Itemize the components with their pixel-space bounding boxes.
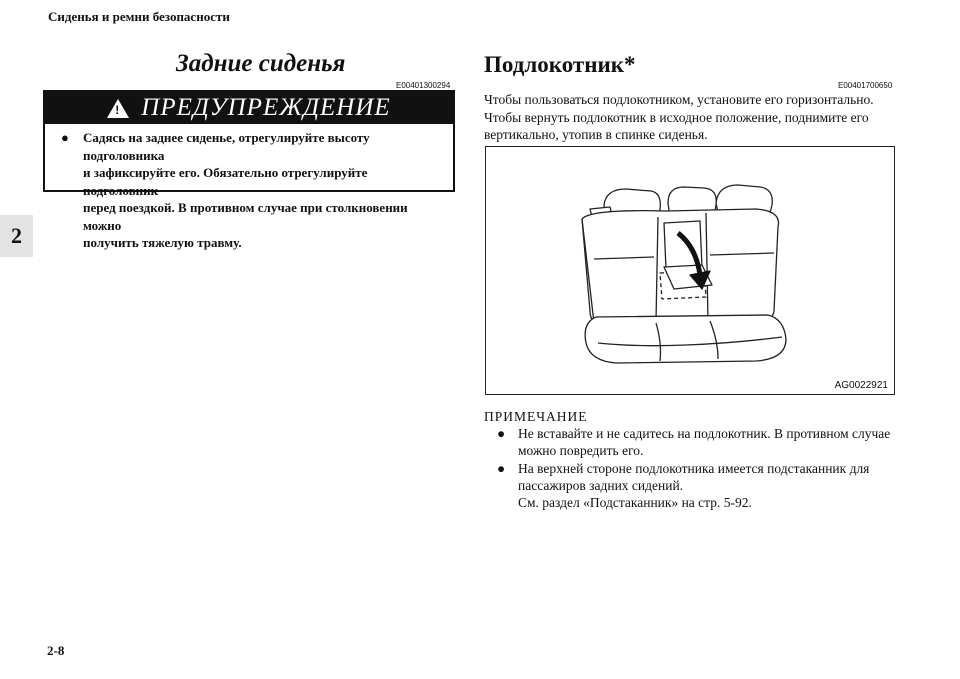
paragraph-line: вертикально, утопив в спинке сиденья.	[484, 127, 708, 142]
warning-line: и зафиксируйте его. Обязательно отрегулируйте подголовник	[83, 165, 368, 198]
rear-seats-code: E00401300294	[396, 81, 451, 90]
note-item	[497, 460, 917, 511]
note-item	[497, 425, 917, 459]
chapter-tab	[0, 215, 33, 257]
warning-title: ПРЕДУПРЕЖДЕНИЕ	[141, 94, 391, 121]
warning-line: Садясь на заднее сиденье, отрегулируйте высоту подголовника	[83, 130, 370, 163]
warning-line: перед поездкой. В противном случае при столкновении можно	[83, 200, 408, 233]
armrest-paragraph	[484, 91, 924, 144]
warning-triangle-icon: !	[107, 99, 129, 118]
note-line: можно повредить его.	[518, 443, 644, 458]
bullet-icon: ●	[61, 130, 69, 145]
bullet-icon: ●	[497, 426, 506, 441]
rear-seats-title: Задние сиденья	[176, 50, 346, 77]
chapter-tab-number: 2	[11, 223, 22, 248]
paragraph-line: Чтобы вернуть подлокотник в исходное положение, поднимите его	[484, 109, 869, 125]
armrest-title: Подлокотник*	[484, 52, 636, 77]
armrest-code: E00401700650	[838, 81, 893, 90]
note-line: пассажиров задних сидений.	[518, 478, 684, 493]
warning-body	[61, 129, 439, 252]
paragraph-line: Чтобы пользоваться подлокотником, установите его горизонтально.	[484, 92, 874, 107]
image-code: AG0022921	[834, 380, 888, 391]
section-header: Сиденья и ремни безопасности	[48, 9, 230, 24]
bullet-icon: ●	[497, 461, 506, 476]
note-label: ПРИМЕЧАНИЕ	[484, 409, 588, 424]
warning-header	[45, 92, 453, 124]
note-line: На верхней стороне подлокотника имеется подстаканник для	[518, 461, 870, 476]
note-line: Не вставайте и не садитесь на подлокотник. В противном случае	[518, 426, 891, 441]
note-line: См. раздел «Подстаканник» на стр. 5-92.	[518, 495, 752, 510]
page-number: 2-8	[47, 643, 65, 658]
warning-box	[43, 90, 455, 250]
rear-seat-drawing	[486, 147, 893, 393]
armrest-illustration	[485, 146, 895, 395]
warning-line: получить тяжелую травму.	[83, 235, 242, 250]
